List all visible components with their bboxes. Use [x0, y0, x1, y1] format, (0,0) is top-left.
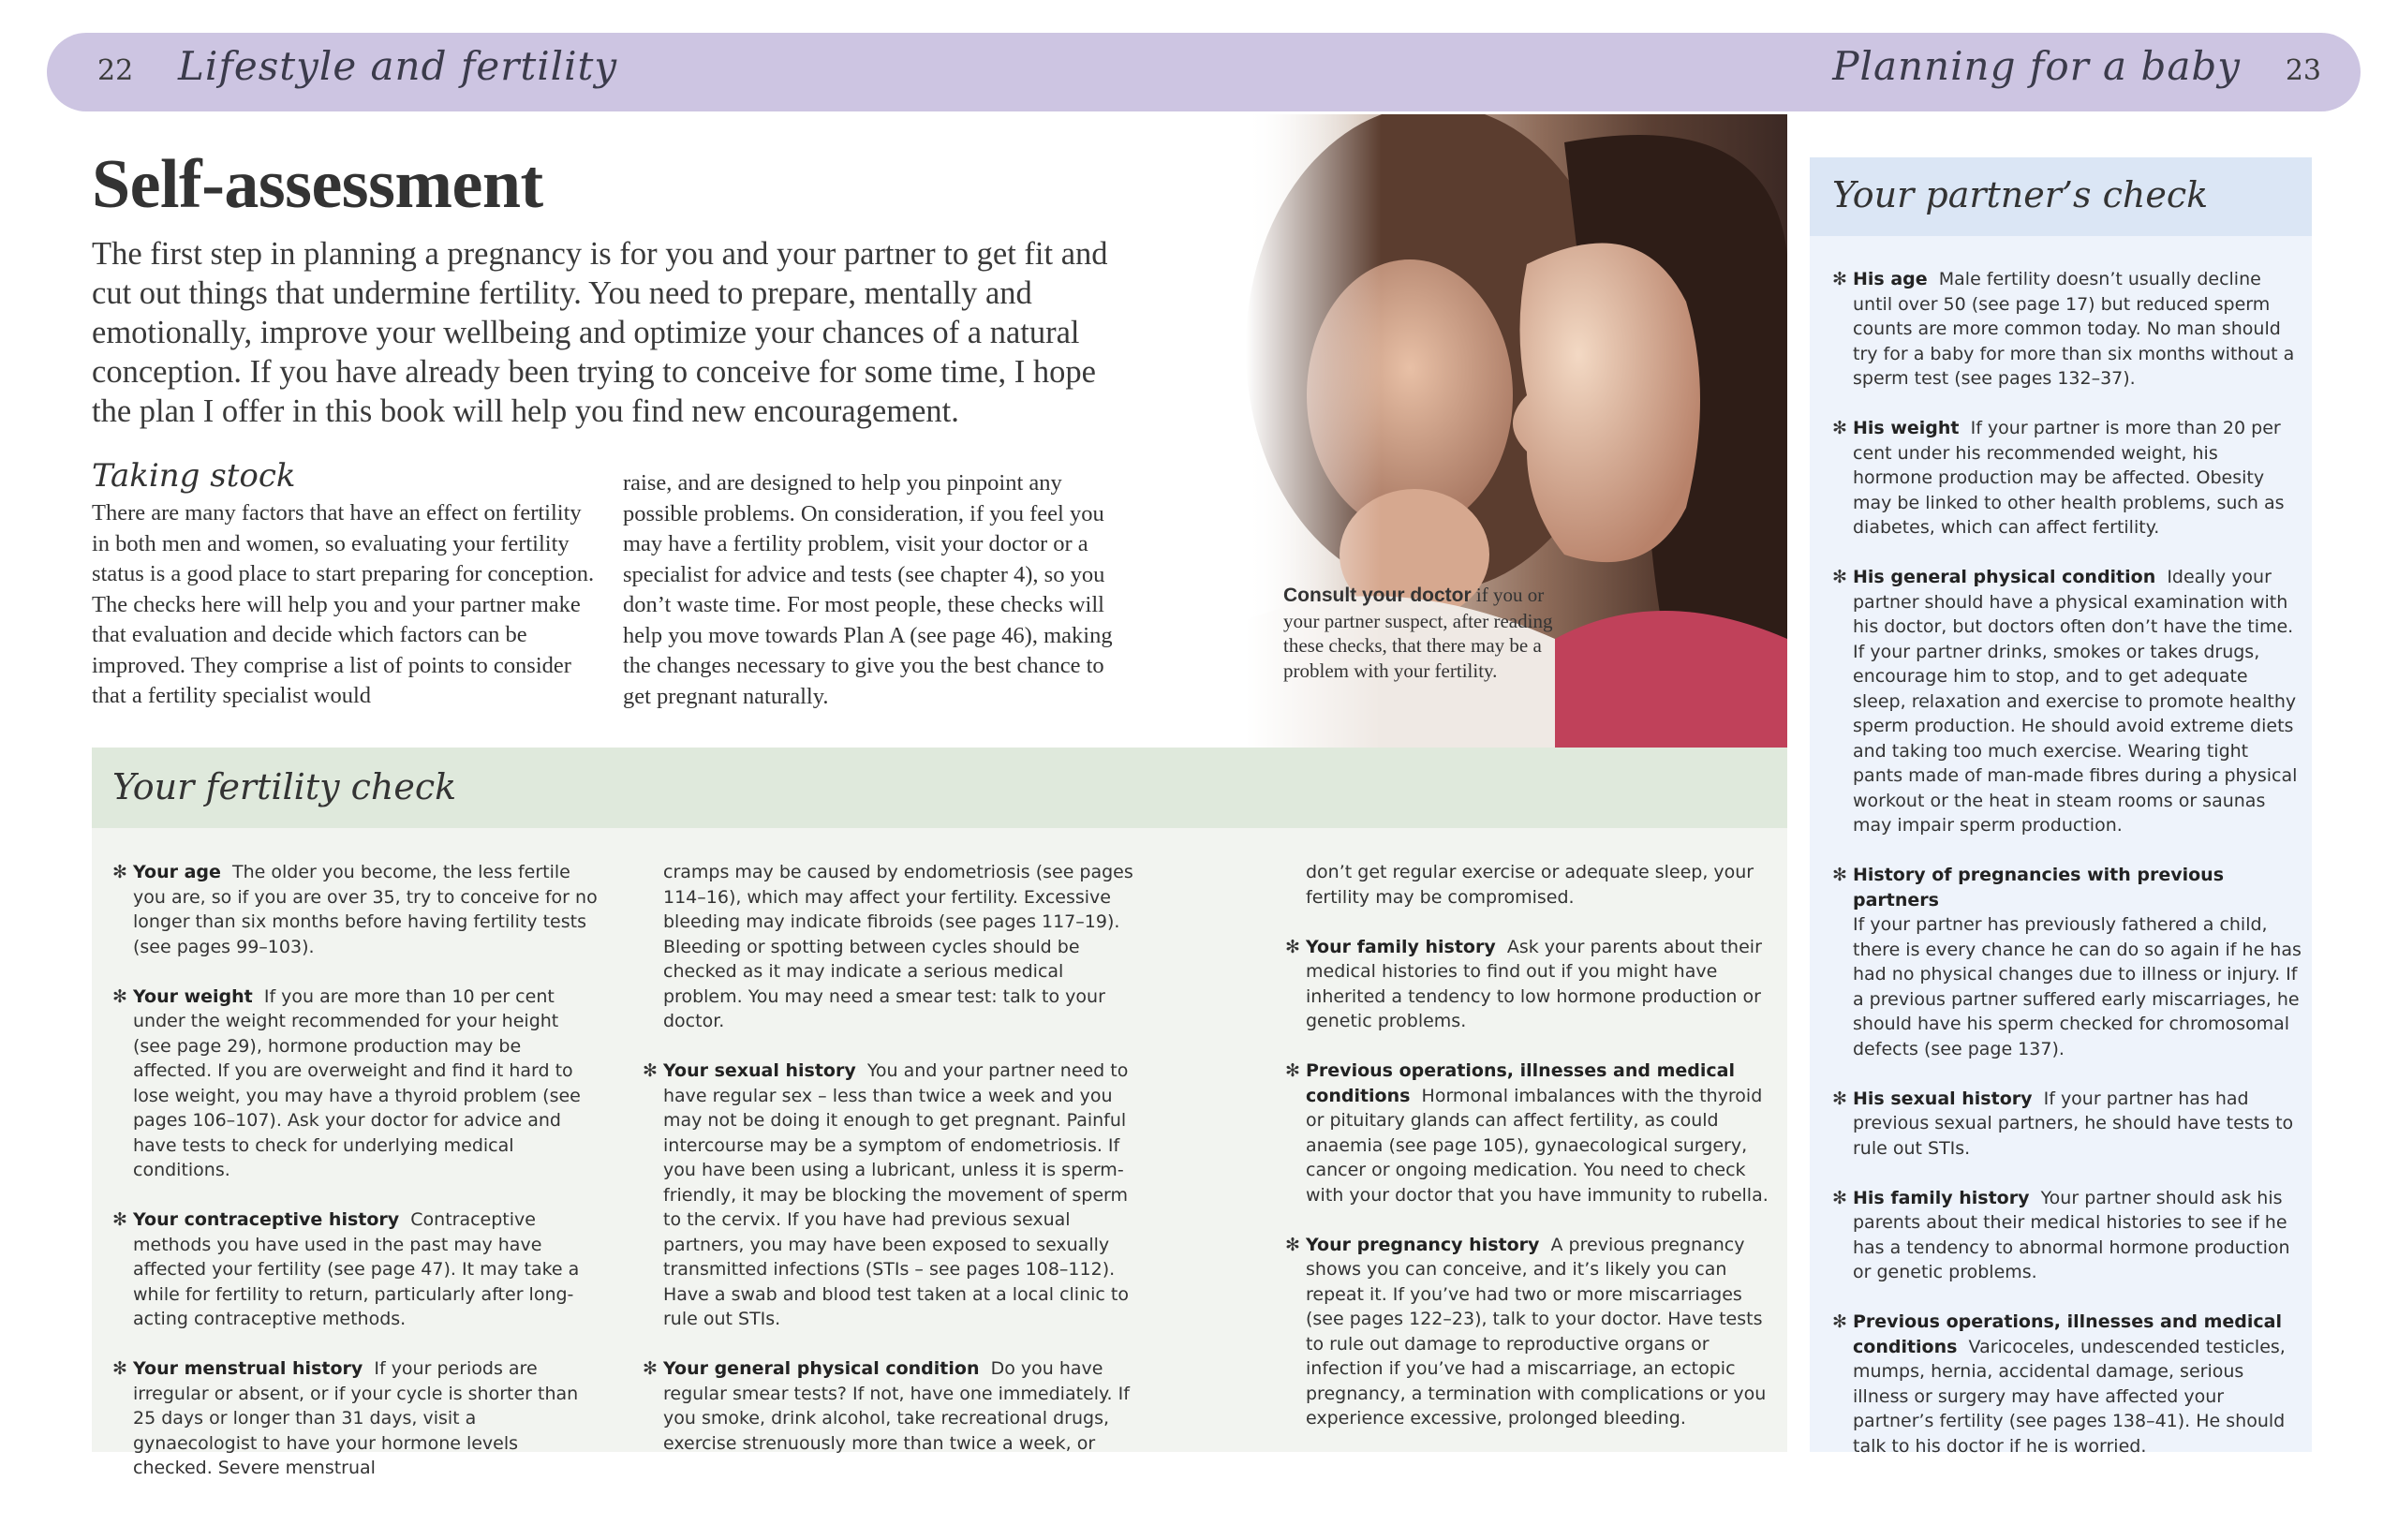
- asterisk-icon: ✻: [1832, 1187, 1847, 1208]
- asterisk-icon: ✻: [1832, 567, 1847, 587]
- list-item-continued: don’t get regular exercise or adequate sleep, your fertility may be compromised.: [1306, 862, 1754, 908]
- asterisk-icon: ✻: [1285, 936, 1300, 957]
- asterisk-icon: ✻: [1832, 865, 1847, 885]
- left-running-title: Lifestyle and fertility: [178, 43, 618, 89]
- list-item: ✻ History of pregnancies with previous partners If your partner has previously fathered a child, there is every chance he can do so again if he has had no physical changes due to illness or injury. If a previous partner suffered early miscarriages, he should have his sperm checked for chromosomal defects (see page 137).: [1832, 865, 2302, 1059]
- asterisk-icon: ✻: [112, 985, 127, 1007]
- asterisk-icon: ✻: [1832, 269, 1847, 289]
- fertility-column-1: [112, 860, 600, 1505]
- caption-text: if you or your partner suspect, after reading these checks, that there may be a problem with your fertility.: [1283, 584, 1553, 682]
- asterisk-icon: ✻: [1832, 1088, 1847, 1109]
- photo-caption: [1283, 583, 1555, 683]
- asterisk-icon: ✻: [112, 1358, 127, 1379]
- asterisk-icon: ✻: [112, 862, 127, 882]
- asterisk-icon: ✻: [643, 1060, 658, 1081]
- partner-column: [1832, 267, 2302, 1484]
- list-item: ✻ Your pregnancy history A previous pregnancy shows you can conceive, and it’s likely you can repeat it. If you’ve had two or more miscarriages (see pages 122–23), talk to your doctor. Have tests to rule out damage to reproductive organs or infection if you’ve had a miscarriage, an ectopic pregnancy, a termination with complications or you experience excessive, prolonged bleeding.: [1285, 1234, 1767, 1429]
- fertility-column-3: [1285, 860, 1777, 1456]
- list-item: ✻ His age Male fertility doesn’t usually decline until over 50 (see page 17) but reduced sperm counts are more common today. No man should try for a baby for more than six months without a sperm test (see pages 132–37).: [1832, 269, 2295, 389]
- list-item: ✻ Your menstrual history If your periods are irregular or absent, or if your cycle is shorter than 25 days or longer than 31 days, visit a gynaecologist to have your hormone levels checked. Severe menstrual: [112, 1358, 579, 1478]
- asterisk-icon: ✻: [1285, 1234, 1300, 1255]
- right-page-number: 23: [2285, 54, 2321, 87]
- left-page-number: 22: [97, 54, 134, 87]
- right-running-title: Planning for a baby: [1832, 43, 2241, 89]
- list-item: ✻ Your general physical condition Do you have regular smear tests? If not, have one immediately. If you smoke, drink alcohol, take recreational drugs, exercise strenuously more than twice a week, or: [643, 1358, 1130, 1454]
- list-item: ✻ Your contraceptive history Contraceptive methods you have used in the past may have affected your fertility (see page 47). It may take a while for fertility to return, particularly after long-acting contraceptive methods.: [112, 1209, 580, 1329]
- fertility-column-2: [643, 860, 1139, 1481]
- asterisk-icon: ✻: [643, 1358, 658, 1379]
- asterisk-icon: ✻: [1832, 1311, 1847, 1332]
- list-item: ✻ Previous operations, illnesses and medical conditions Hormonal imbalances with the thyroid or pituitary glands can affect fertility, as could anaemia (see page 105), gynaecological surgery, cancer or ongoing medication. You need to check with your doctor that you have immunity to rubella.: [1285, 1060, 1769, 1206]
- asterisk-icon: ✻: [112, 1209, 127, 1230]
- asterisk-icon: ✻: [1832, 418, 1847, 438]
- taking-stock-column-2: raise, and are designed to help you pinpoint any possible problems. On consideration, if you feel you may have a fertility problem, visit your doctor or a specialist for advice and tests (see chapter 4), so you don’t waste time. For most people, these checks will help you move towards Plan A (see page 46), making the changes necessary to give you the best chance to get pregnant naturally.: [623, 470, 1113, 709]
- list-item: ✻ His weight If your partner is more than 20 per cent under his recommended weight, his hormone production may be affected. Obesity may be linked to other health problems, such as diabetes, which can affect fertility.: [1832, 418, 2285, 538]
- list-item: ✻ His family history Your partner should ask his parents about their medical histories to see if he has a tendency to abnormal hormone production or genetic problems.: [1832, 1187, 2290, 1282]
- fertility-check-title: Your fertility check: [112, 766, 457, 807]
- list-item: ✻ Your age The older you become, the less fertile you are, so if you are over 35, try to conceive for no longer than six months before having fertility tests (see pages 99–103).: [112, 862, 598, 957]
- list-item: ✻ Your sexual history You and your partner need to have regular sex – less than twice a week and you may not be doing it enough to get pregnant. Painful intercourse may be a symptom of endometriosis. If you have been using a lubricant, unless it is sperm-friendly, it may be blocking the movement of sperm to the cervix. If you have had previous sexual partners, you may have been exposed to sexually transmitted infections (STIs – see pages 108–112). Have a swab and blood test taken at a local clinic to rule out STIs.: [643, 1060, 1129, 1329]
- list-item: ✻ Your family history Ask your parents about their medical histories to find out if you might have inherited a tendency to low hormone production or genetic problems.: [1285, 936, 1762, 1031]
- page-title: Self-assessment: [92, 146, 543, 223]
- taking-stock-column-1: There are many factors that have an effect on fertility in both men and women, so evaluating your fertility status is a good place to start preparing for conception. The checks here will help you and your partner make that evaluation and decide which factors can be improved. They comprise a list of points to consider that a fertility specialist would: [92, 500, 595, 708]
- list-item-continued: cramps may be caused by endometriosis (see pages 114–16), which may affect your fertility. Excessive bleeding may indicate fibroids (see pages 117–19). Bleeding or spotting between cycles should be checked as it may indicate a serious medical problem. You may need a smear test: talk to your doctor.: [663, 862, 1133, 1031]
- list-item: ✻ His sexual history If your partner has had previous sexual partners, he should have tests to rule out STIs.: [1832, 1088, 2294, 1159]
- intro-paragraph: The first step in planning a pregnancy is for you and your partner to get fit and cut out things that undermine fertility. You need to prepare, mentally and emotionally, improve your wellbeing and optimize your chances of a natural conception. If you have already been trying to conceive for some time, I hope the plan I offer in this book will help you find new encouragement.: [92, 236, 1108, 429]
- caption-bold: Consult your doctor: [1283, 585, 1472, 606]
- list-item: ✻ Previous operations, illnesses and medical conditions Varicoceles, undescended testicles, mumps, hernia, accidental damage, serious illness or surgery may have affected your partner’s fertility (see pages 138–41). He should talk to his doctor if he is worried.: [1832, 1311, 2286, 1457]
- list-item: ✻ His general physical condition Ideally your partner should have a physical examination with his doctor, but doctors often don’t have the time. If your partner drinks, smokes or takes drugs, encourage him to stop, and to get adequate sleep, relaxation and exercise to promote healthy sperm production. He should avoid extreme diets and taking too much exercise. Wearing tight pants made of man-made fibres during a physical workout or the heat in steam rooms or saunas may impair sperm production.: [1832, 567, 2298, 836]
- asterisk-icon: ✻: [1285, 1060, 1300, 1081]
- taking-stock-heading: Taking stock: [92, 457, 296, 495]
- partner-check-title: Your partner’s check: [1832, 174, 2209, 215]
- list-item: ✻ Your weight If you are more than 10 per cent under the weight recommended for your height (see page 29), hormone production may be affected. If you are overweight and find it hard to lose weight, you may have a thyroid problem (see pages 106–107). Ask your doctor for advice and have tests to check for underlying medical conditions.: [112, 985, 581, 1180]
